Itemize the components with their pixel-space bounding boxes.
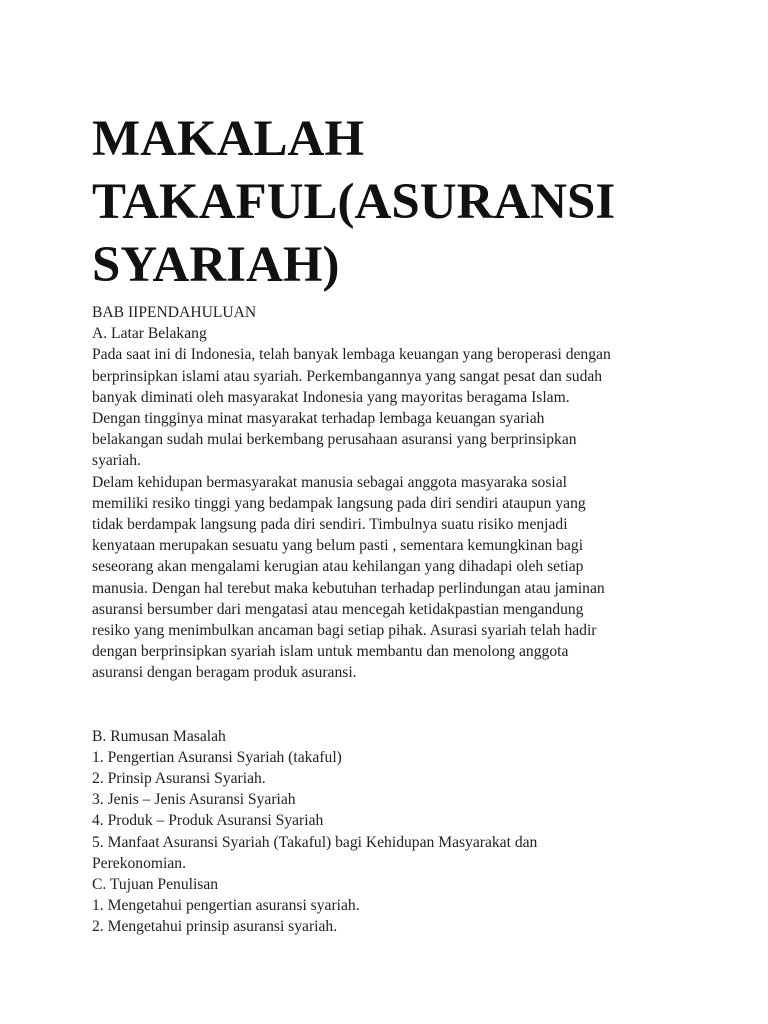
subsection-heading: C. Tujuan Penulisan bbox=[92, 876, 219, 894]
paragraph-line: tidak berdampak langsung pada diri sendiri. Timbulnya suatu risiko menjadi bbox=[92, 516, 568, 534]
paragraph-line: Dengan tingginya minat masyarakat terhadap lembaga keuangan syariah bbox=[92, 410, 545, 428]
list-item: 1. Pengertian Asuransi Syariah (takaful) bbox=[92, 748, 342, 766]
list-item: 2. Mengetahui prinsip asuransi syariah. bbox=[92, 918, 338, 936]
list-item: 1. Mengetahui pengertian asuransi syariah. bbox=[92, 897, 360, 915]
chapter-heading: BAB IIPENDAHULUAN bbox=[92, 304, 257, 321]
section-pendahuluan bbox=[92, 302, 692, 684]
paragraph-line: belakangan sudah mulai berkembang perusahaan asuransi yang berprinsipkan bbox=[92, 431, 577, 449]
paragraph-line: syariah. bbox=[92, 452, 141, 470]
title-line: TAKAFUL(ASURANSI bbox=[92, 174, 616, 230]
paragraph-line: seseorang akan mengalami kerugian atau kehilangan yang dihadapi oleh setiap bbox=[92, 558, 584, 576]
paragraph-line: dengan berprinsipkan syariah islam untuk membantu dan menolong anggota bbox=[92, 643, 569, 661]
list-item: 4. Produk – Produk Asuransi Syariah bbox=[92, 812, 324, 830]
subsection-heading: B. Rumusan Masalah bbox=[92, 727, 226, 745]
paragraph-line: berprinsipkan islami atau syariah. Perkembangannya yang sangat pesat dan sudah bbox=[92, 367, 603, 385]
document-body bbox=[92, 302, 692, 938]
list-item: 2. Prinsip Asuransi Syariah. bbox=[92, 770, 266, 788]
section-rumusan-tujuan bbox=[92, 726, 692, 938]
paragraph-line: manusia. Dengan hal terebut maka kebutuhan terhadap perlindungan atau jaminan bbox=[92, 579, 605, 597]
paragraph-line: Pada saat ini di Indonesia, telah banyak lembaga keuangan yang beroperasi dengan bbox=[92, 346, 611, 364]
paragraph-line: kenyataan merupakan sesuatu yang belum pasti , sementara kemungkinan bagi bbox=[92, 537, 584, 555]
paragraph-line: memiliki resiko tinggi yang bedampak langsung pada diri sendiri ataupun yang bbox=[92, 494, 586, 512]
paragraph-line: asuransi dengan beragam produk asuransi. bbox=[92, 664, 357, 682]
section-spacer bbox=[92, 684, 692, 726]
paragraph-line: asuransi bersumber dari mengatasi atau mencegah ketidakpastian mengandung bbox=[92, 600, 584, 618]
paragraph-line: banyak diminati oleh masyarakat Indonesia yang mayoritas beragama Islam. bbox=[92, 388, 570, 406]
list-item-continuation: Perekonomian. bbox=[92, 854, 186, 872]
title-line: MAKALAH bbox=[92, 111, 364, 167]
list-item: 3. Jenis – Jenis Asuransi Syariah bbox=[92, 791, 296, 809]
paragraph-line: Delam kehidupan bermasyarakat manusia sebagai anggota masyaraka sosial bbox=[92, 473, 568, 491]
list-item: 5. Manfaat Asuransi Syariah (Takaful) bagi Kehidupan Masyarakat dan bbox=[92, 833, 538, 851]
document-title bbox=[92, 108, 732, 297]
subsection-heading: A. Latar Belakang bbox=[92, 325, 207, 343]
paragraph-line: resiko yang menimbulkan ancaman bagi setiap pihak. Asurasi syariah telah hadir bbox=[92, 622, 597, 640]
title-line: SYARIAH) bbox=[92, 237, 340, 293]
